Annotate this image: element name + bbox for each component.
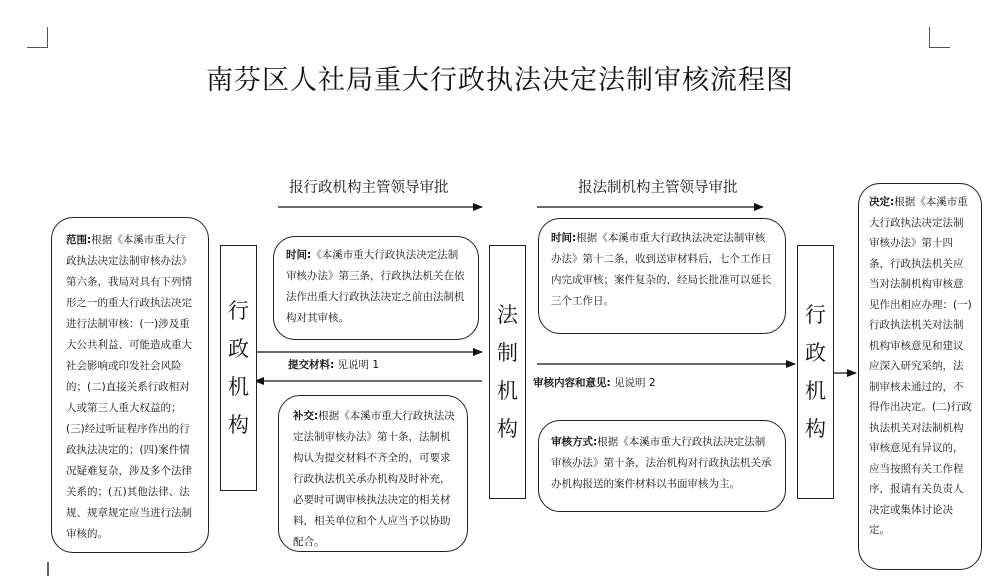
- legal-char: 法: [497, 303, 518, 327]
- admin-right-char: 行: [805, 303, 826, 327]
- review-method-box: [538, 420, 786, 512]
- time-right-text: 根据《本溪市重大行政执法决定法制审核办法》第十二条，收到送审材料后，七个工作日内完成审核；案件复杂的，经局长批准可以延长三个工作日。: [551, 232, 772, 307]
- admin-agency-left: [220, 245, 257, 491]
- legal-char: 机: [497, 379, 518, 403]
- decision-box: [858, 183, 982, 570]
- admin-left-char: 机: [228, 375, 249, 399]
- time-box-right: [538, 218, 786, 334]
- review-opinion-label: [533, 375, 656, 390]
- time-left-text: 《本溪市重大行政执法决定法制审核办法》第三条，行政执法机关在依法作出重大行政执法决定之前由法制机构对其审核。: [286, 249, 465, 324]
- legal-char: 制: [497, 341, 518, 365]
- review-opinion-label-text: 审核内容和意见:: [533, 377, 611, 389]
- admin-right-char: 构: [805, 417, 826, 441]
- scope-text: 根据《本溪市重大行政执法决定法制审核办法》第六条，我局对具有下列情形之一的重大行政执法决定进行法制审核：(一)涉及重大公共利益、可能造成重大社会影响或印发社会风险的；(二)直接关系行政相对人或第三人重大权益的；(三)经过听证程序作出的行政执法决定的；(四)案件情况疑难复杂，涉及多个法律关系的；(五)其他法律、法规、规章规定应当进行法制审核的。: [66, 234, 192, 540]
- admin-right-char: 政: [805, 341, 826, 365]
- legal-institution: [489, 245, 526, 499]
- admin-left-char: 构: [228, 413, 249, 437]
- review-opinion-text: 见说明 2: [614, 377, 656, 389]
- supplement-text: 根据《本溪市重大行政执法决定法制审核办法》第十条，法制机构认为提交材料不齐全的，可要求行政执法机关承办机构及时补充，必要时可调审核执法决定的相关材料，相关单位和个人应当予以协助配合。: [293, 410, 455, 548]
- header-left-approval: 报行政机构主管领导审批: [289, 180, 449, 196]
- decision-label: 决定:: [869, 196, 895, 208]
- time-right-label: 时间:: [551, 232, 577, 244]
- review-method-text: 根据《本溪市重大行政执法决定法制审核办法》第十条，法治机构对行政执法机关承办机构报送的案件材料以书面审核为主。: [551, 436, 772, 490]
- page-title: 南芬区人社局重大行政执法决定法制审核流程图: [206, 65, 794, 96]
- header-right-approval: 报法制机构主管领导审批: [578, 180, 738, 196]
- time-box-left: [273, 236, 479, 340]
- time-left-label: 时间:: [286, 249, 312, 261]
- scope-label: 范围:: [66, 234, 92, 246]
- admin-left-char: 行: [228, 299, 249, 323]
- supplement-box: [278, 395, 468, 552]
- review-method-label: 审核方式:: [551, 436, 598, 448]
- submit-materials-label: [288, 357, 379, 372]
- supplement-label: 补交:: [293, 410, 319, 422]
- admin-agency-right: [797, 245, 834, 499]
- decision-text: 根据《本溪市重大行政执法决定法制审核办法》第十四条，行政执法机关应当对法制机构审核意见作出相应办理：(一)行政执法机关对法制机构审核意见和建议应深入研究采纳，法制审核未通过的，不得作出决定。(二)行政执法机关对法制机构审核意见有异议的，应当按照有关工作程序，报请有关负责人决定或集体讨论决定。: [869, 196, 972, 536]
- legal-char: 构: [497, 417, 518, 441]
- scope-box: [51, 217, 209, 553]
- admin-left-char: 政: [228, 337, 249, 361]
- submit-text: 见说明 1: [337, 359, 380, 371]
- admin-right-char: 机: [805, 379, 826, 403]
- submit-label: 提交材料:: [288, 359, 335, 371]
